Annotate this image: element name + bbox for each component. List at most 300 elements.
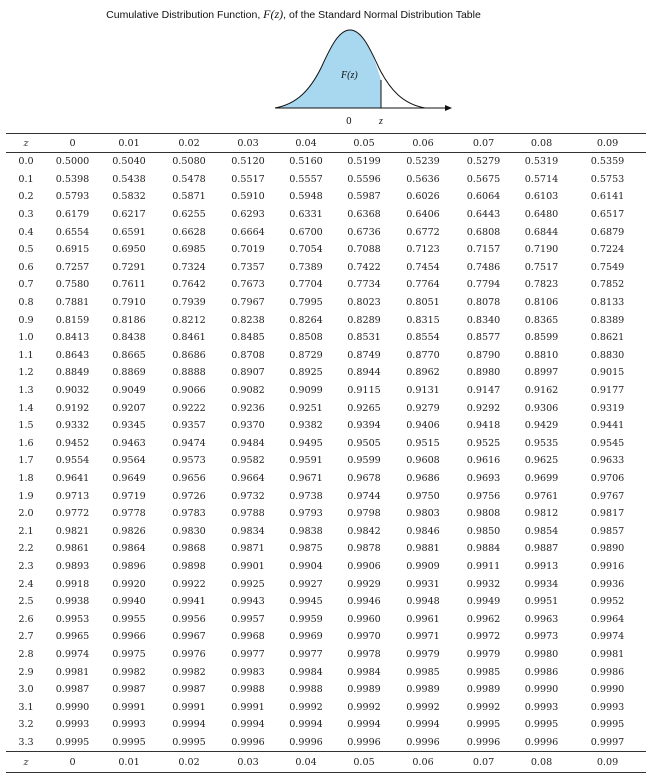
- probability-cell: 0.9893: [55, 560, 90, 572]
- probability-cell: 0.8708: [231, 349, 265, 361]
- probability-cell: 0.7967: [231, 297, 265, 309]
- probability-cell: 0.9992: [406, 701, 440, 713]
- probability-cell: 0.9922: [172, 578, 206, 590]
- probability-cell: 0.7357: [231, 261, 265, 273]
- table-body: [6, 153, 646, 752]
- probability-cell: 0.9678: [347, 472, 381, 484]
- probability-cell: 0.9951: [524, 596, 559, 608]
- column-footer: 0.01: [99, 752, 159, 773]
- probability-cell: 0.7224: [590, 244, 625, 256]
- probability-cell: 0.9994: [406, 719, 440, 731]
- probability-cell: 0.7794: [466, 279, 501, 291]
- probability-cell: 0.9979: [466, 648, 501, 660]
- probability-cell: 0.9817: [590, 508, 625, 520]
- probability-cell: 0.9664: [231, 472, 265, 484]
- probability-cell: 0.9236: [231, 402, 265, 414]
- probability-cell: 0.9989: [347, 684, 381, 696]
- table-row: [6, 522, 646, 540]
- table-row: [6, 734, 646, 752]
- z-value-cell: 2.3: [18, 560, 34, 572]
- column-footer: 0.02: [159, 752, 219, 773]
- probability-cell: 0.9726: [172, 490, 206, 502]
- probability-cell: 0.9793: [289, 508, 323, 520]
- z-value-cell: 2.9: [18, 666, 34, 678]
- z-value-cell: 0.0: [18, 156, 34, 168]
- probability-cell: 0.9251: [289, 402, 323, 414]
- probability-cell: 0.6517: [590, 209, 625, 221]
- probability-cell: 0.9969: [289, 631, 323, 643]
- probability-cell: 0.5596: [347, 173, 381, 185]
- probability-cell: 0.9370: [231, 420, 265, 432]
- probability-cell: 0.9989: [466, 684, 501, 696]
- table-row: [6, 311, 646, 329]
- probability-cell: 0.9625: [524, 455, 559, 467]
- probability-cell: 0.8849: [55, 367, 90, 379]
- probability-cell: 0.9429: [524, 420, 559, 432]
- probability-cell: 0.6443: [466, 209, 501, 221]
- probability-cell: 0.9345: [112, 420, 146, 432]
- probability-cell: 0.9986: [524, 666, 559, 678]
- z-value-cell: 1.3: [18, 385, 34, 397]
- probability-cell: 0.8078: [466, 297, 501, 309]
- footer-row: [6, 752, 646, 773]
- z-value-cell: 3.1: [18, 701, 34, 713]
- probability-cell: 0.9693: [466, 472, 501, 484]
- probability-cell: 0.8980: [466, 367, 501, 379]
- z-value-cell: 1.5: [18, 420, 34, 432]
- z-value-cell: 0.6: [18, 261, 34, 273]
- probability-cell: 0.9838: [289, 525, 323, 537]
- probability-cell: 0.6141: [590, 191, 625, 203]
- probability-cell: 0.9981: [55, 666, 90, 678]
- probability-cell: 0.7123: [406, 244, 440, 256]
- probability-cell: 0.9904: [289, 560, 323, 572]
- table-row: [6, 188, 646, 206]
- probability-cell: 0.9783: [172, 508, 206, 520]
- probability-cell: 0.9927: [289, 578, 323, 590]
- probability-cell: 0.8485: [231, 332, 265, 344]
- probability-cell: 0.9920: [112, 578, 146, 590]
- z-value-cell: 2.2: [18, 543, 34, 555]
- probability-cell: 0.9772: [55, 508, 90, 520]
- probability-cell: 0.8238: [231, 314, 265, 326]
- probability-cell: 0.9979: [406, 648, 440, 660]
- probability-cell: 0.9761: [524, 490, 559, 502]
- probability-cell: 0.7257: [55, 261, 90, 273]
- probability-cell: 0.6554: [55, 226, 90, 238]
- probability-cell: 0.9846: [406, 525, 440, 537]
- probability-cell: 0.9996: [231, 736, 265, 748]
- table-row: [6, 417, 646, 435]
- probability-cell: 0.5438: [112, 173, 146, 185]
- probability-cell: 0.9990: [590, 684, 625, 696]
- probability-cell: 0.8869: [112, 367, 146, 379]
- probability-cell: 0.6950: [112, 244, 146, 256]
- probability-cell: 0.9934: [524, 578, 559, 590]
- probability-cell: 0.9952: [590, 596, 625, 608]
- probability-cell: 0.9961: [406, 613, 440, 625]
- probability-cell: 0.9932: [466, 578, 501, 590]
- table-row: [6, 646, 646, 664]
- probability-cell: 0.9699: [524, 472, 559, 484]
- z-label: z: [379, 116, 383, 127]
- probability-cell: 0.9868: [172, 543, 206, 555]
- table-row: [6, 382, 646, 400]
- probability-cell: 0.7673: [231, 279, 265, 291]
- probability-cell: 0.9982: [172, 666, 206, 678]
- probability-cell: 0.8186: [112, 314, 146, 326]
- probability-cell: 0.6664: [231, 226, 265, 238]
- probability-cell: 0.9767: [590, 490, 625, 502]
- z-value-cell: 1.4: [18, 402, 34, 414]
- z-value-cell: 2.5: [18, 596, 34, 608]
- column-header: 0.02: [159, 134, 219, 153]
- probability-cell: 0.8365: [524, 314, 559, 326]
- probability-cell: 0.9993: [112, 719, 146, 731]
- probability-cell: 0.9975: [112, 648, 146, 660]
- z-value-cell: 3.0: [18, 684, 34, 696]
- probability-cell: 0.9990: [55, 701, 90, 713]
- probability-cell: 0.8289: [347, 314, 381, 326]
- probability-cell: 0.9066: [172, 385, 206, 397]
- probability-cell: 0.9916: [590, 560, 625, 572]
- probability-cell: 0.5557: [289, 173, 323, 185]
- probability-cell: 0.9884: [466, 543, 501, 555]
- probability-cell: 0.9834: [231, 525, 265, 537]
- table-row: [6, 435, 646, 453]
- probability-cell: 0.9987: [112, 684, 146, 696]
- probability-cell: 0.9545: [590, 437, 625, 449]
- probability-cell: 0.9985: [406, 666, 440, 678]
- table-row: [6, 593, 646, 611]
- probability-cell: 0.9977: [289, 648, 323, 660]
- probability-cell: 0.9713: [55, 490, 90, 502]
- probability-cell: 0.9850: [466, 525, 501, 537]
- probability-cell: 0.9656: [172, 472, 206, 484]
- column-header: 0.01: [99, 134, 159, 153]
- probability-cell: 0.8315: [406, 314, 440, 326]
- probability-cell: 0.8907: [231, 367, 265, 379]
- probability-cell: 0.9015: [590, 367, 625, 379]
- probability-cell: 0.9812: [524, 508, 559, 520]
- table-row: [6, 452, 646, 470]
- probability-cell: 0.6628: [172, 226, 206, 238]
- probability-cell: 0.7764: [406, 279, 440, 291]
- probability-cell: 0.5120: [231, 156, 265, 168]
- probability-cell: 0.9382: [289, 420, 323, 432]
- probability-cell: 0.9987: [172, 684, 206, 696]
- probability-cell: 0.8159: [55, 314, 90, 326]
- probability-cell: 0.6915: [55, 244, 90, 256]
- table-row: [6, 206, 646, 224]
- probability-cell: 0.9988: [231, 684, 265, 696]
- probability-cell: 0.9974: [55, 648, 90, 660]
- probability-cell: 0.9995: [112, 736, 146, 748]
- probability-cell: 0.9992: [466, 701, 501, 713]
- column-header: 0.09: [569, 134, 646, 153]
- probability-cell: 0.9983: [231, 666, 265, 678]
- probability-cell: 0.6985: [172, 244, 206, 256]
- column-footer: 0: [46, 752, 99, 773]
- probability-cell: 0.9992: [289, 701, 323, 713]
- zero-label: 0: [346, 117, 352, 127]
- probability-cell: 0.8389: [590, 314, 625, 326]
- probability-cell: 0.9986: [590, 666, 625, 678]
- corner-label: z: [6, 134, 46, 153]
- table-row: [6, 628, 646, 646]
- probability-cell: 0.9484: [231, 437, 265, 449]
- probability-cell: 0.9495: [289, 437, 323, 449]
- probability-cell: 0.8051: [406, 297, 440, 309]
- table-row: [6, 329, 646, 347]
- column-header: 0: [46, 134, 99, 153]
- table-row: [6, 558, 646, 576]
- probability-cell: 0.9996: [406, 736, 440, 748]
- probability-cell: 0.9115: [347, 385, 381, 397]
- probability-cell: 0.9953: [55, 613, 90, 625]
- title-suffix: , of the Standard Normal Distribution Table: [283, 9, 481, 21]
- z-value-cell: 2.0: [18, 508, 34, 520]
- probability-cell: 0.9808: [466, 508, 501, 520]
- probability-cell: 0.9671: [289, 472, 323, 484]
- probability-cell: 0.6255: [172, 209, 206, 221]
- probability-cell: 0.6772: [406, 226, 440, 238]
- table-row: [6, 241, 646, 259]
- probability-cell: 0.5000: [55, 156, 90, 168]
- z-value-cell: 0.9: [18, 314, 34, 326]
- probability-cell: 0.9591: [289, 455, 323, 467]
- probability-cell: 0.6879: [590, 226, 625, 238]
- probability-cell: 0.9925: [231, 578, 265, 590]
- probability-cell: 0.9957: [231, 613, 265, 625]
- table-row: [6, 575, 646, 593]
- probability-cell: 0.5753: [590, 173, 625, 185]
- probability-cell: 0.9049: [112, 385, 146, 397]
- probability-cell: 0.8925: [289, 367, 323, 379]
- probability-cell: 0.9982: [112, 666, 146, 678]
- probability-cell: 0.9909: [406, 560, 440, 572]
- probability-cell: 0.9938: [55, 596, 90, 608]
- probability-cell: 0.9959: [289, 613, 323, 625]
- probability-cell: 0.9192: [55, 402, 90, 414]
- z-value-cell: 1.6: [18, 437, 34, 449]
- probability-cell: 0.8729: [289, 349, 323, 361]
- probability-cell: 0.9357: [172, 420, 206, 432]
- probability-cell: 0.9554: [55, 455, 90, 467]
- probability-cell: 0.5359: [590, 156, 625, 168]
- probability-cell: 0.9989: [406, 684, 440, 696]
- probability-cell: 0.5832: [112, 191, 146, 203]
- probability-cell: 0.9633: [590, 455, 625, 467]
- probability-cell: 0.6331: [289, 209, 323, 221]
- probability-cell: 0.9964: [590, 613, 625, 625]
- probability-cell: 0.8665: [112, 349, 146, 361]
- probability-cell: 0.7995: [289, 297, 323, 309]
- probability-cell: 0.7910: [112, 297, 146, 309]
- probability-cell: 0.9962: [466, 613, 501, 625]
- probability-cell: 0.5871: [172, 191, 206, 203]
- probability-cell: 0.9826: [112, 525, 146, 537]
- probability-cell: 0.5160: [289, 156, 323, 168]
- z-value-cell: 2.8: [18, 648, 34, 660]
- probability-cell: 0.9778: [112, 508, 146, 520]
- probability-cell: 0.9890: [590, 543, 625, 555]
- table-row: [6, 698, 646, 716]
- column-header: 0.03: [219, 134, 277, 153]
- probability-cell: 0.9948: [406, 596, 440, 608]
- probability-cell: 0.9971: [406, 631, 440, 643]
- probability-cell: 0.6026: [406, 191, 440, 203]
- probability-cell: 0.9993: [524, 701, 559, 713]
- probability-cell: 0.9918: [55, 578, 90, 590]
- title-prefix: Cumulative Distribution Function,: [106, 9, 264, 21]
- probability-cell: 0.6368: [347, 209, 381, 221]
- probability-cell: 0.9854: [524, 525, 559, 537]
- probability-cell: 0.9967: [172, 631, 206, 643]
- probability-cell: 0.9973: [524, 631, 559, 643]
- probability-cell: 0.9878: [347, 543, 381, 555]
- probability-cell: 0.9990: [524, 684, 559, 696]
- probability-cell: 0.5675: [466, 173, 501, 185]
- probability-cell: 0.7939: [172, 297, 206, 309]
- probability-cell: 0.9842: [347, 525, 381, 537]
- probability-cell: 0.7324: [172, 261, 206, 273]
- probability-cell: 0.9332: [55, 420, 90, 432]
- probability-cell: 0.5239: [406, 156, 440, 168]
- probability-cell: 0.9984: [347, 666, 381, 678]
- probability-cell: 0.5987: [347, 191, 381, 203]
- probability-cell: 0.9830: [172, 525, 206, 537]
- probability-cell: 0.9099: [289, 385, 323, 397]
- z-value-cell: 0.2: [18, 191, 34, 203]
- probability-cell: 0.9996: [289, 736, 323, 748]
- probability-cell: 0.9265: [347, 402, 381, 414]
- probability-cell: 0.9996: [466, 736, 501, 748]
- probability-cell: 0.9993: [55, 719, 90, 731]
- column-header: 0.04: [277, 134, 335, 153]
- probability-cell: 0.9985: [466, 666, 501, 678]
- probability-cell: 0.9131: [406, 385, 440, 397]
- probability-cell: 0.9641: [55, 472, 90, 484]
- probability-cell: 0.8944: [347, 367, 381, 379]
- probability-cell: 0.9706: [590, 472, 625, 484]
- probability-cell: 0.9995: [524, 719, 559, 731]
- probability-cell: 0.9898: [172, 560, 206, 572]
- z-value-cell: 2.6: [18, 613, 34, 625]
- probability-cell: 0.9963: [524, 613, 559, 625]
- probability-cell: 0.9599: [347, 455, 381, 467]
- probability-cell: 0.9032: [55, 385, 90, 397]
- probability-cell: 0.9505: [347, 437, 381, 449]
- table-row: [6, 540, 646, 558]
- probability-cell: 0.8810: [524, 349, 559, 361]
- probability-cell: 0.7422: [347, 261, 381, 273]
- probability-cell: 0.9441: [590, 420, 625, 432]
- probability-cell: 0.6700: [289, 226, 323, 238]
- probability-cell: 0.9940: [112, 596, 146, 608]
- probability-cell: 0.8997: [524, 367, 559, 379]
- probability-cell: 0.9082: [231, 385, 265, 397]
- probability-cell: 0.6736: [347, 226, 381, 238]
- probability-cell: 0.9906: [347, 560, 381, 572]
- probability-cell: 0.8438: [112, 332, 146, 344]
- probability-cell: 0.5636: [406, 173, 440, 185]
- probability-cell: 0.9857: [590, 525, 625, 537]
- probability-cell: 0.8264: [289, 314, 323, 326]
- probability-cell: 0.6480: [524, 209, 559, 221]
- probability-cell: 0.7611: [112, 279, 146, 291]
- z-value-cell: 1.7: [18, 455, 34, 467]
- table-row: [6, 663, 646, 681]
- probability-cell: 0.8621: [590, 332, 625, 344]
- probability-cell: 0.8749: [347, 349, 381, 361]
- probability-cell: 0.7734: [347, 279, 381, 291]
- probability-cell: 0.9798: [347, 508, 381, 520]
- probability-cell: 0.9418: [466, 420, 501, 432]
- axis-arrow-icon: [445, 105, 452, 111]
- probability-cell: 0.9946: [347, 596, 381, 608]
- probability-cell: 0.9984: [289, 666, 323, 678]
- probability-cell: 0.6103: [524, 191, 559, 203]
- probability-cell: 0.6179: [55, 209, 90, 221]
- probability-cell: 0.9965: [55, 631, 90, 643]
- table-row: [6, 610, 646, 628]
- probability-cell: 0.9896: [112, 560, 146, 572]
- table-row: [6, 294, 646, 312]
- probability-cell: 0.7486: [466, 261, 501, 273]
- probability-cell: 0.9974: [590, 631, 625, 643]
- probability-cell: 0.6591: [112, 226, 146, 238]
- column-header: 0.05: [335, 134, 393, 153]
- probability-cell: 0.9222: [172, 402, 206, 414]
- probability-cell: 0.7881: [55, 297, 90, 309]
- probability-cell: 0.7517: [524, 261, 559, 273]
- probability-cell: 0.9987: [55, 684, 90, 696]
- probability-cell: 0.9995: [172, 736, 206, 748]
- probability-cell: 0.9649: [112, 472, 146, 484]
- probability-cell: 0.9177: [590, 385, 625, 397]
- probability-cell: 0.9864: [112, 543, 146, 555]
- probability-cell: 0.7088: [347, 244, 381, 256]
- probability-cell: 0.9871: [231, 543, 265, 555]
- title-func: F(z): [263, 7, 284, 21]
- probability-cell: 0.9887: [524, 543, 559, 555]
- probability-cell: 0.8770: [406, 349, 440, 361]
- z-value-cell: 3.3: [18, 736, 34, 748]
- probability-cell: 0.9978: [347, 648, 381, 660]
- probability-cell: 0.5478: [172, 173, 206, 185]
- probability-cell: 0.8413: [55, 332, 90, 344]
- probability-cell: 0.5040: [112, 156, 146, 168]
- probability-cell: 0.9535: [524, 437, 559, 449]
- probability-cell: 0.9997: [590, 736, 625, 748]
- z-value-cell: 1.2: [18, 367, 34, 379]
- probability-cell: 0.9970: [347, 631, 381, 643]
- table-row: [6, 223, 646, 241]
- probability-cell: 0.9995: [590, 719, 625, 731]
- probability-cell: 0.9616: [466, 455, 501, 467]
- probability-cell: 0.9992: [347, 701, 381, 713]
- probability-cell: 0.9913: [524, 560, 559, 572]
- probability-cell: 0.7454: [406, 261, 440, 273]
- table-row: [6, 347, 646, 365]
- probability-cell: 0.9960: [347, 613, 381, 625]
- probability-cell: 0.9564: [112, 455, 146, 467]
- probability-cell: 0.7549: [590, 261, 625, 273]
- probability-cell: 0.5319: [524, 156, 559, 168]
- probability-cell: 0.9582: [231, 455, 265, 467]
- z-value-cell: 1.1: [18, 349, 34, 361]
